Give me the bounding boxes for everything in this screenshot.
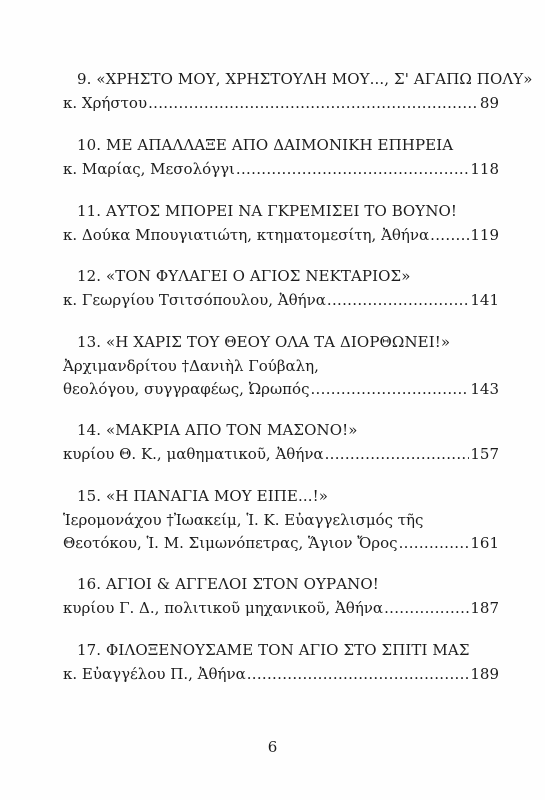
entry-page-number: 189: [470, 664, 499, 683]
entry-title: 9. «ΧΡΗΣΤΟ ΜΟΥ, ΧΡΗΣΤΟΥΛΗ ΜΟΥ..., Σ' ΑΓΑΠΩ ΠΟΛΥ»: [77, 70, 533, 88]
entry-page-number: 157: [470, 444, 499, 463]
entry-author: κυρίου Γ. Δ., πολιτικοῦ μηχανικοῦ, Ἀθήνα: [63, 598, 384, 617]
dot-leader: [310, 378, 469, 402]
dot-leader: [327, 289, 469, 313]
entry-author-line: [63, 378, 499, 402]
entry-author-line: [63, 597, 499, 621]
dot-leader: [430, 224, 469, 248]
entry-page-number: 118: [470, 159, 499, 178]
toc-entry-14: [63, 419, 499, 466]
dot-leader: [384, 597, 469, 621]
entry-author-line: [63, 443, 499, 467]
entry-author-line-1: Ἀρχιμανδρίτου †Δανιὴλ Γούβαλη,: [63, 356, 319, 375]
entry-author-line: [63, 224, 499, 248]
entry-page-number: 161: [470, 534, 499, 552]
dot-leader: [236, 158, 469, 182]
entry-author: κ. Γεωργίου Τσιτσόπουλου, Ἀθήνα: [63, 290, 326, 309]
entry-page-number: 89: [479, 93, 499, 112]
entry-title: 16. ΑΓΙΟΙ & ΑΓΓΕΛΟΙ ΣΤΟΝ ΟΥΡΑΝΟ!: [77, 575, 379, 593]
dot-leader: [247, 663, 470, 687]
toc-entry-9: [63, 68, 533, 115]
toc-entry-10: [63, 134, 499, 181]
entry-author: θεολόγου, συγγραφέως, Ὠρωπός: [63, 380, 310, 398]
page-number: 6: [267, 738, 278, 756]
entry-title: 14. «ΜΑΚΡΙΑ ΑΠΟ ΤΟΝ ΜΑΣΟΝΟ!»: [77, 421, 358, 439]
toc-entry-17: [63, 639, 499, 686]
entry-title: 17. ΦΙΛΟΞΕΝΟΥΣΑΜΕ ΤΟΝ ΑΓΙΟ ΣΤΟ ΣΠΙΤΙ ΜΑΣ: [77, 641, 470, 659]
dot-leader: [399, 532, 470, 556]
entry-title: 15. «Η ΠΑΝΑΓΙΑ ΜΟΥ ΕΙΠΕ...!»: [77, 487, 328, 505]
entry-title: 10. ΜΕ ΑΠΑΛΛΑΞΕ ΑΠΟ ΔΑΙΜΟΝΙΚΗ ΕΠΗΡΕΙΑ: [77, 136, 454, 154]
toc-entry-15: [63, 485, 499, 556]
entry-author: κ. Εὐαγγέλου Π., Ἀθήνα: [63, 664, 246, 683]
entry-author-line: [63, 158, 499, 182]
toc-entry-16: [63, 573, 499, 620]
entry-author: κ. Μαρίας, Μεσολόγγι: [63, 159, 235, 178]
entry-title: 13. «Η ΧΑΡΙΣ ΤΟΥ ΘΕΟΥ ΟΛΑ ΤΑ ΔΙΟΡΘΩΝΕΙ!»: [77, 333, 451, 351]
toc-entry-13: [63, 331, 499, 402]
entry-page-number: 143: [470, 380, 499, 398]
entry-author-line: [63, 92, 499, 116]
entry-author-line-1: Ἱερομονάχου †Ἰωακείμ, Ἱ. Κ. Εὐαγγελισμός τῆς: [63, 510, 424, 529]
dot-leader: [325, 443, 470, 467]
entry-page-number: 187: [470, 598, 499, 617]
toc-entry-11: [63, 200, 499, 247]
entry-author: κυρίου Θ. Κ., μαθηματικοῦ, Ἀθήνα: [63, 444, 324, 463]
entry-author: κ. Χρήστου: [63, 93, 148, 112]
entry-author-line: [63, 663, 499, 687]
entry-author: Θεοτόκου, Ἱ. Μ. Σιμωνόπετρας, Ἅγιον Ὄρος: [63, 534, 398, 552]
entry-author-line: [63, 289, 499, 313]
entry-page-number: 119: [470, 225, 499, 244]
entry-author-line: [63, 532, 499, 556]
dot-leader: [148, 92, 479, 116]
entry-author: κ. Δούκα Μπουγιατιώτη, κτηματομεσίτη, Ἀθήνα: [63, 225, 430, 244]
entry-title: 11. ΑΥΤΟΣ ΜΠΟΡΕΙ ΝΑ ΓΚΡΕΜΙΣΕΙ ΤΟ ΒΟΥΝΟ!: [77, 202, 458, 220]
entry-title: 12. «ΤΟΝ ΦΥΛΑΓΕΙ Ο ΑΓΙΟΣ ΝΕΚΤΑΡΙΟΣ»: [77, 267, 411, 285]
entry-page-number: 141: [470, 290, 499, 309]
toc-entry-12: [63, 265, 499, 312]
